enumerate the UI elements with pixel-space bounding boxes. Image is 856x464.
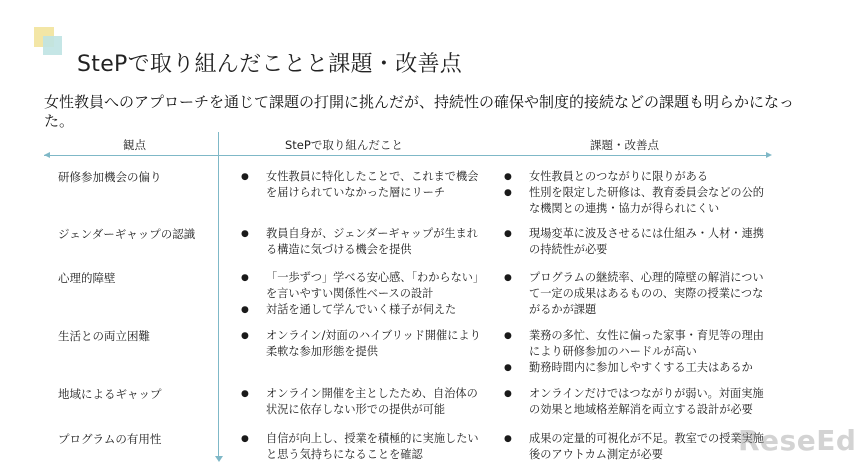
bullet-icon: ● (504, 172, 512, 182)
step-item-text: オンライン/対面のハイブリッド開催により柔軟な参加形態を提供 (266, 329, 481, 358)
row-label: プログラムの有用性 (58, 432, 162, 446)
step-list (240, 169, 485, 201)
logo-text: ReseEd (738, 424, 856, 457)
issue-item-text: オンラインだけではつながりが弱い。対面実施の効果と地域格差解消を両立する設計が必要 (529, 387, 764, 416)
step-list-item (240, 270, 485, 302)
issue-list-item (503, 226, 773, 258)
step-list (240, 386, 485, 418)
step-list (240, 226, 485, 258)
column-header-aspect: 観点 (123, 138, 146, 152)
bullet-icon: ● (504, 229, 512, 239)
issue-list-item (503, 360, 773, 376)
issue-item-text: 業務の多忙、女性に偏った家事・育児等の理由により研修参加のハードルが高い (529, 329, 764, 358)
bullet-icon: ● (504, 389, 512, 399)
issue-list-item (503, 328, 773, 360)
bullet-icon: ● (241, 305, 249, 315)
issue-list (503, 328, 773, 376)
row-label: 生活との両立困難 (58, 329, 150, 343)
lead-text: 女性教員へのアプローチを通じて課題の打開に挑んだが、持続性の確保や制度的接続などの課題も明らかになった。 (44, 93, 795, 130)
step-list-item (240, 169, 485, 201)
bullet-icon: ● (504, 331, 512, 341)
horizontal-axis-line (44, 155, 770, 156)
issue-list (503, 386, 773, 418)
issue-list-item (503, 169, 773, 185)
bullet-icon: ● (504, 434, 512, 444)
issue-list (503, 226, 773, 258)
issue-list-item (503, 185, 773, 217)
issue-list (503, 169, 773, 217)
step-list-item (240, 386, 485, 418)
bullet-icon: ● (504, 188, 512, 198)
reseed-logo (718, 418, 856, 462)
slide-title: StePで取り組んだことと課題・改善点 (77, 52, 463, 77)
arrow-down-icon (215, 456, 223, 462)
step-list-item (240, 226, 485, 258)
bullet-icon: ● (241, 331, 249, 341)
step-list-item (240, 431, 485, 463)
issue-item-text: 性別を限定した研修は、教育委員会などの公的な機関との連携・協力が得られにくい (529, 186, 764, 215)
decor-square-teal (43, 36, 62, 55)
bullet-icon: ● (241, 389, 249, 399)
step-item-text: 「一歩ずつ」学べる安心感、「わからない」を言いやすい関係性ベースの設計 (266, 271, 485, 300)
vertical-divider-line (218, 132, 219, 458)
step-item-text: 女性教員に特化したことで、これまで機会を届けられていなかった層にリーチ (266, 170, 479, 199)
issue-item-text: 現場変革に波及させるには仕組み・人材・連携の持続性が必要 (529, 227, 764, 256)
bullet-icon: ● (241, 172, 249, 182)
bullet-icon: ● (241, 273, 249, 283)
step-list (240, 328, 485, 360)
row-label: ジェンダーギャップの認識 (58, 227, 196, 241)
issue-list (503, 270, 773, 318)
row-label: 地域によるギャップ (58, 387, 162, 401)
row-label: 心理的障壁 (58, 271, 116, 285)
row-label: 研修参加機会の偏り (58, 170, 162, 184)
issue-item-text: プログラムの継続率、心理的障壁の解消について一定の成果はあるものの、実際の授業につながるかが課題 (529, 271, 764, 316)
step-item-text: 教員自身が、ジェンダーギャップが生まれる構造に気づける機会を提供 (266, 227, 478, 256)
bullet-icon: ● (241, 434, 249, 444)
step-item-text: 自信が向上し、授業を積極的に実施したいと思う気持ちになることを確認 (266, 432, 479, 461)
step-list (240, 431, 485, 463)
issue-item-text: 勤務時間内に参加しやすくする工夫はあるか (529, 361, 753, 374)
step-item-text: 対話を通して学んでいく様子が伺えた (266, 303, 457, 316)
step-list-item (240, 328, 485, 360)
column-header-step: StePで取り組んだこと (285, 138, 403, 152)
issue-list-item (503, 270, 773, 318)
issue-item-text: 成果の定量的可視化が不足。教室での授業実施後のアウトカム測定が必要 (529, 432, 764, 461)
bullet-icon: ● (504, 363, 512, 373)
arrow-left-icon (44, 152, 50, 158)
step-list-item (240, 302, 485, 318)
column-header-issue: 課題・改善点 (590, 138, 659, 152)
bullet-icon: ● (504, 273, 512, 283)
issue-list-item (503, 386, 773, 418)
step-list (240, 270, 485, 318)
arrow-right-icon (766, 152, 772, 158)
issue-item-text: 女性教員とのつながりに限りがある (529, 170, 709, 183)
bullet-icon: ● (241, 229, 249, 239)
step-item-text: オンライン開催を主としたため、自治体の状況に依存しない形での提供が可能 (266, 387, 478, 416)
